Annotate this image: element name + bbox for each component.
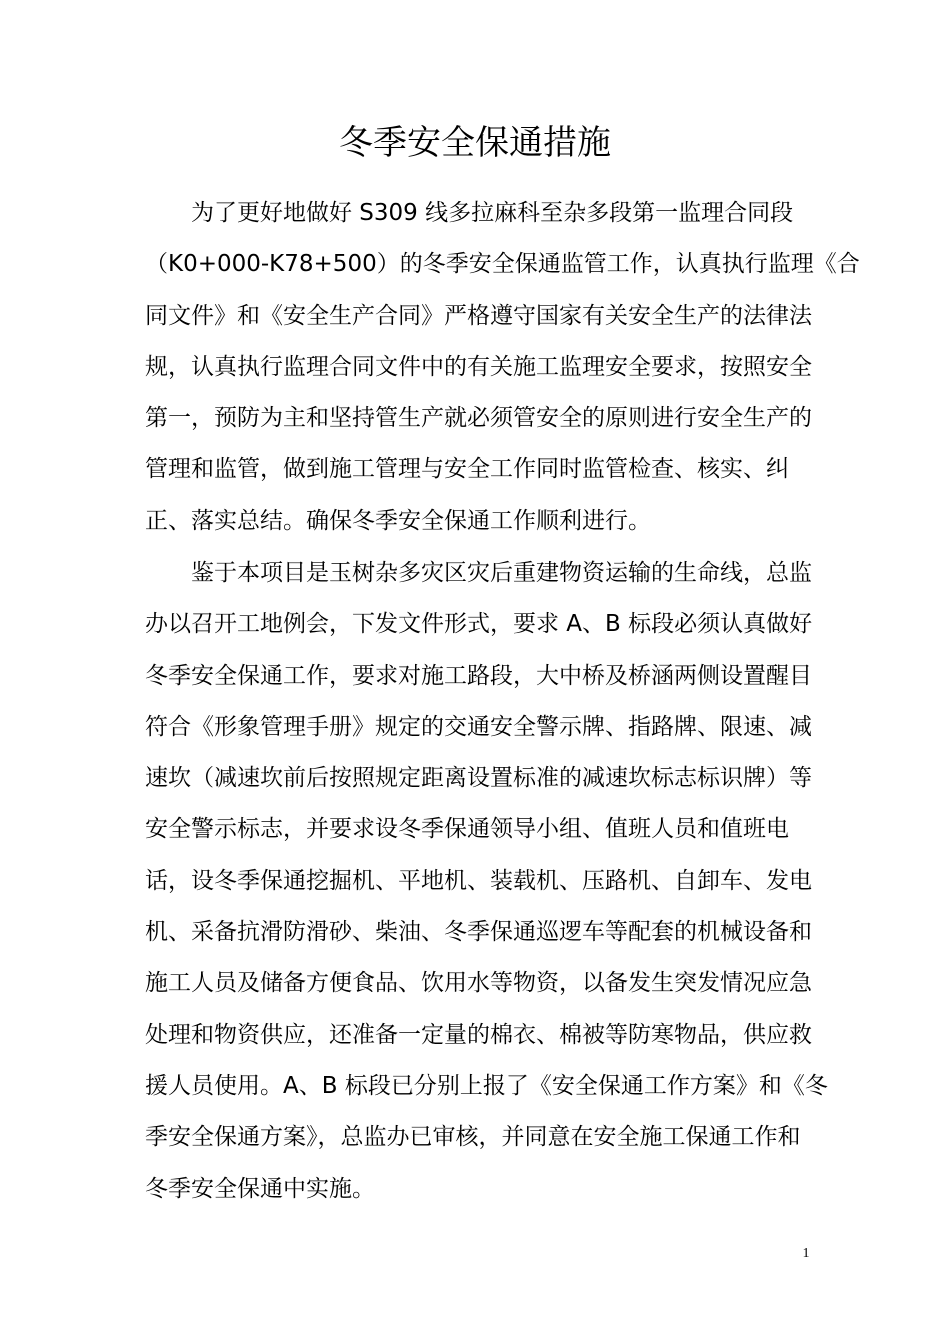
paragraph-line: 管理和监管，做到施工管理与安全工作同时监管检查、核实、纠: [145, 456, 789, 483]
paragraph-line: 办以召开工地例会，下发文件形式，要求 A、B 标段必须认真做好: [145, 611, 813, 638]
page-number: 1: [802, 1246, 810, 1261]
paragraph-line: 安全警示标志，并要求设冬季保通领导小组、值班人员和值班电: [145, 816, 789, 843]
paragraph-line: 同文件》和《安全生产合同》严格遵守国家有关安全生产的法律法: [145, 302, 812, 329]
page-title: 冬季安全保通措施: [339, 123, 611, 163]
paragraph-line: 季安全保通方案》，总监办已审核，并同意在安全施工保通工作和: [145, 1124, 801, 1151]
paragraph-line: 处理和物资供应，还准备一定量的棉衣、棉被等防寒物品，供应救: [145, 1021, 812, 1048]
paragraph-line: 机、采备抗滑防滑砂、柴油、冬季保通巡逻车等配套的机械设备和: [145, 919, 812, 946]
paragraph-line: 冬季安全保通工作，要求对施工路段，大中桥及桥涵两侧设置醒目: [145, 662, 812, 689]
paragraph-1: [145, 188, 860, 547]
paragraph-line: 话，设冬季保通挖掘机、平地机、装载机、压路机、自卸车、发电: [145, 867, 812, 894]
paragraph-line: 速坎（减速坎前后按照规定距离设置标准的减速坎标志标识牌）等: [145, 765, 812, 792]
paragraph-line: 援人员使用。A、B 标段已分别上报了《安全保通工作方案》和《冬: [145, 1072, 828, 1099]
paragraph-2: [145, 548, 828, 1215]
paragraph-line: （K0+000-K78+500）的冬季安全保通监管工作，认真执行监理《合: [145, 251, 860, 278]
paragraph-line: 第一，预防为主和坚持管生产就必须管安全的原则进行安全生产的: [145, 405, 812, 432]
paragraph-line: 鉴于本项目是玉树杂多灾区灾后重建物资运输的生命线，总监: [191, 560, 812, 586]
paragraph-line: 符合《形象管理手册》规定的交通安全警示牌、指路牌、限速、减: [145, 713, 812, 740]
paragraph-line: 冬季安全保通中实施。: [145, 1175, 375, 1202]
paragraph-line: 规，认真执行监理合同文件中的有关施工监理安全要求，按照安全: [145, 353, 812, 380]
paragraph-line: 施工人员及储备方便食品、饮用水等物资，以备发生突发情况应急: [145, 970, 812, 997]
paragraph-line: 正、落实总结。确保冬季安全保通工作顺利进行。: [145, 507, 651, 534]
paragraph-line: 为了更好地做好 S309 线多拉麻科至杂多段第一监理合同段: [191, 200, 794, 226]
